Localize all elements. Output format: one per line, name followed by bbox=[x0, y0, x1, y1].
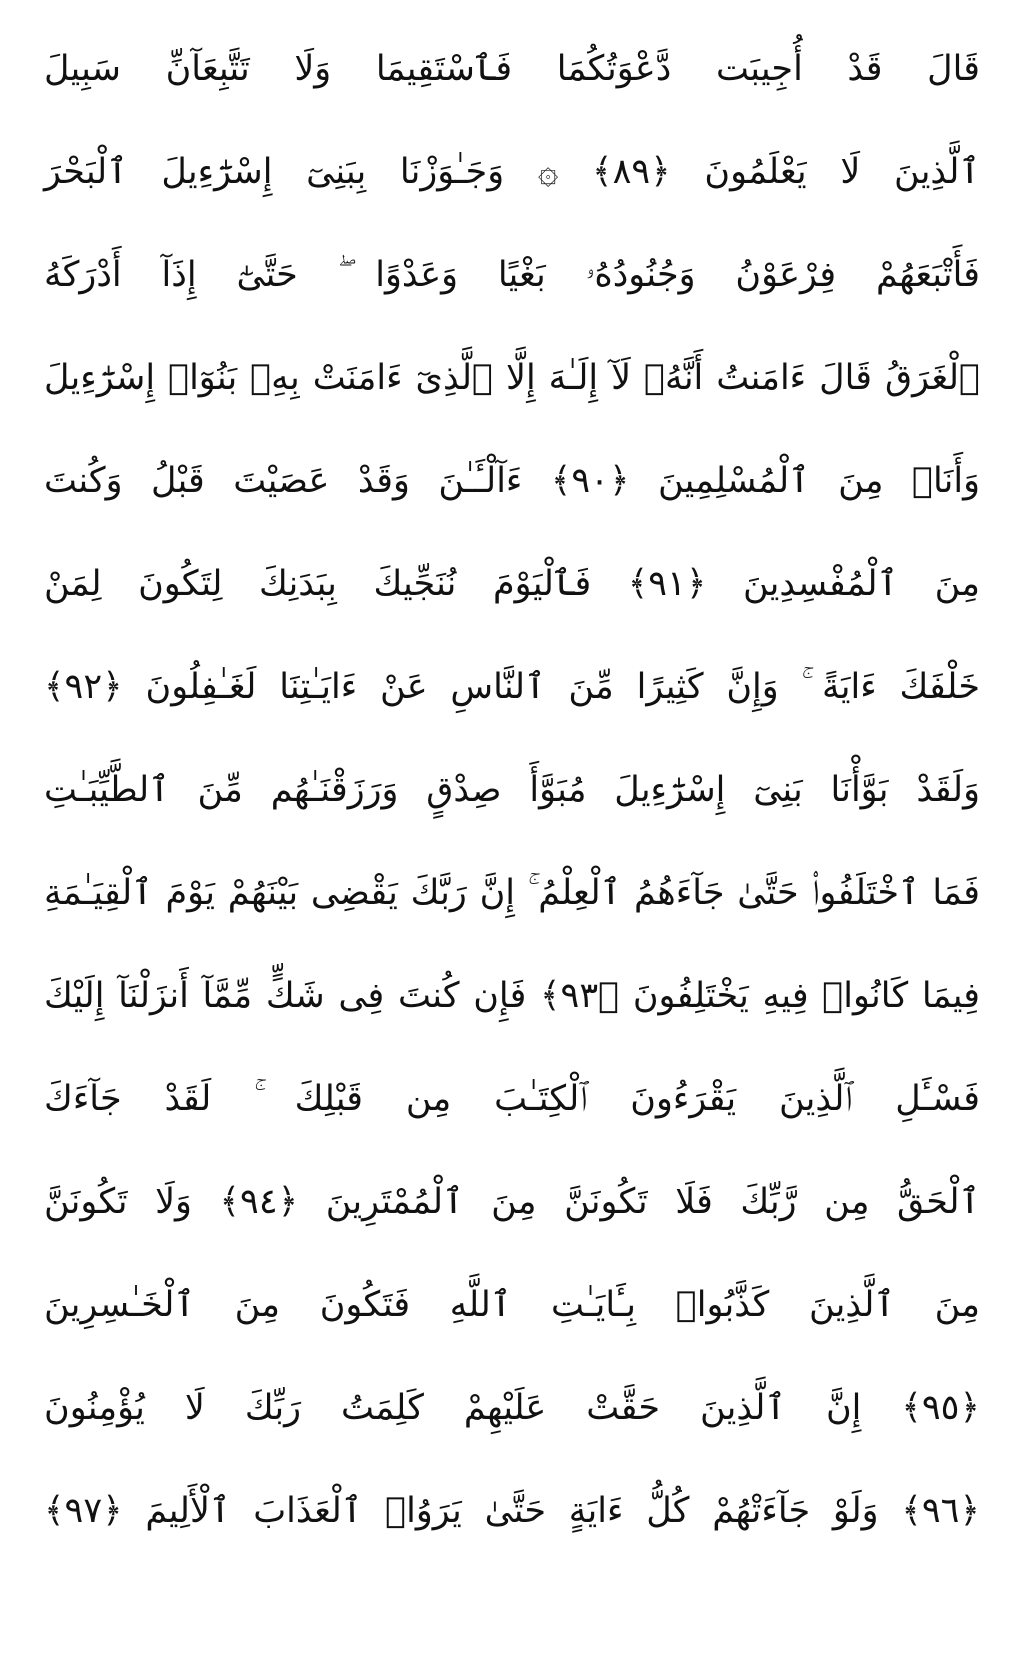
quran-line-text: ﴿٩٥﴾ إِنَّ ٱلَّذِينَ حَقَّتْ عَلَيْهِمْ كَلِمَتُ رَبِّكَ لَا يُؤْمِنُونَ bbox=[44, 1388, 980, 1428]
quran-line bbox=[44, 842, 980, 945]
quran-line bbox=[44, 430, 980, 533]
quran-line-text: قَالَ قَدْ أُجِيبَت دَّعْوَتُكُمَا فَٱسْتَقِيمَا وَلَا تَتَّبِعَآنِّ سَبِيلَ bbox=[44, 49, 980, 89]
quran-line-text: فِيمَا كَانُوا۟ فِيهِ يَخْتَلِفُونَ ﴿٩٣﴾ فَإِن كُنتَ فِى شَكٍّ مِّمَّآ أَنزَلْنَآ إِلَيْكَ bbox=[44, 976, 981, 1016]
quran-line bbox=[44, 121, 980, 224]
quran-line bbox=[44, 1254, 980, 1357]
quran-line bbox=[44, 1460, 980, 1563]
quran-line bbox=[44, 739, 980, 842]
quran-text-body bbox=[44, 18, 980, 1563]
quran-line-text: مِنَ ٱلْمُفْسِدِينَ ﴿٩١﴾ فَٱلْيَوْمَ نُنَجِّيكَ بِبَدَنِكَ لِتَكُونَ لِمَنْ bbox=[44, 564, 980, 604]
quran-line-text: وَأَنَا۠ مِنَ ٱلْمُسْلِمِينَ ﴿٩٠﴾ ءَآلْـَٔـٰنَ وَقَدْ عَصَيْتَ قَبْلُ وَكُنتَ bbox=[44, 461, 981, 501]
quran-line-text: ٱلْغَرَقُ قَالَ ءَامَنتُ أَنَّهُۥ لَآ إِلَـٰهَ إِلَّا ٱلَّذِىٓ ءَامَنَتْ بِهِۦ بَنُوٓا۟ إِسْرَٰٓءِيلَ bbox=[44, 358, 980, 398]
quran-line bbox=[44, 533, 980, 636]
quran-line bbox=[44, 1151, 980, 1254]
quran-line bbox=[44, 1357, 980, 1460]
quran-line-text: خَلْفَكَ ءَايَةً ۚ وَإِنَّ كَثِيرًا مِّنَ ٱلنَّاسِ عَنْ ءَايَـٰتِنَا لَغَـٰفِلُونَ ﴿٩٢﴾ bbox=[44, 667, 980, 707]
quran-line bbox=[44, 224, 980, 327]
quran-line bbox=[44, 1048, 980, 1151]
quran-line bbox=[44, 636, 980, 739]
quran-line bbox=[44, 945, 980, 1048]
quran-line bbox=[44, 18, 980, 121]
quran-line-text: ٱلَّذِينَ لَا يَعْلَمُونَ ﴿٨٩﴾ ۞ وَجَـٰوَزْنَا بِبَنِىٓ إِسْرَٰٓءِيلَ ٱلْبَحْرَ bbox=[44, 152, 980, 192]
quran-line bbox=[44, 327, 980, 430]
quran-line-text: ٱلْحَقُّ مِن رَّبِّكَ فَلَا تَكُونَنَّ مِنَ ٱلْمُمْتَرِينَ ﴿٩٤﴾ وَلَا تَكُونَنَّ bbox=[44, 1182, 980, 1222]
quran-line-text: فَسْـَٔلِ ٱلَّذِينَ يَقْرَءُونَ ٱلْكِتَـٰبَ مِن قَبْلِكَ ۚ لَقَدْ جَآءَكَ bbox=[44, 1079, 980, 1119]
quran-line-text: مِنَ ٱلَّذِينَ كَذَّبُوا۟ بِـَٔايَـٰتِ ٱللَّهِ فَتَكُونَ مِنَ ٱلْخَـٰسِرِينَ bbox=[44, 1285, 980, 1325]
quran-line-text: ﴿٩٦﴾ وَلَوْ جَآءَتْهُمْ كُلُّ ءَايَةٍ حَتَّىٰ يَرَوُا۟ ٱلْعَذَابَ ٱلْأَلِيمَ ﴿٩٧﴾ bbox=[44, 1491, 980, 1531]
quran-line-text: وَلَقَدْ بَوَّأْنَا بَنِىٓ إِسْرَٰٓءِيلَ مُبَوَّأَ صِدْقٍ وَرَزَقْنَـٰهُم مِّنَ ٱلطَّيِّبَـٰتِ bbox=[44, 770, 980, 810]
quran-line-text: فَمَا ٱخْتَلَفُوا۟ حَتَّىٰ جَآءَهُمُ ٱلْعِلْمُ ۚ إِنَّ رَبَّكَ يَقْضِى بَيْنَهُمْ يَوْمَ ٱلْقِيَـٰمَةِ bbox=[44, 873, 980, 913]
quran-line-text: فَأَتْبَعَهُمْ فِرْعَوْنُ وَجُنُودُهُۥ بَغْيًا وَعَدْوًا ۖ حَتَّىٰٓ إِذَآ أَدْرَكَهُ bbox=[44, 255, 980, 295]
